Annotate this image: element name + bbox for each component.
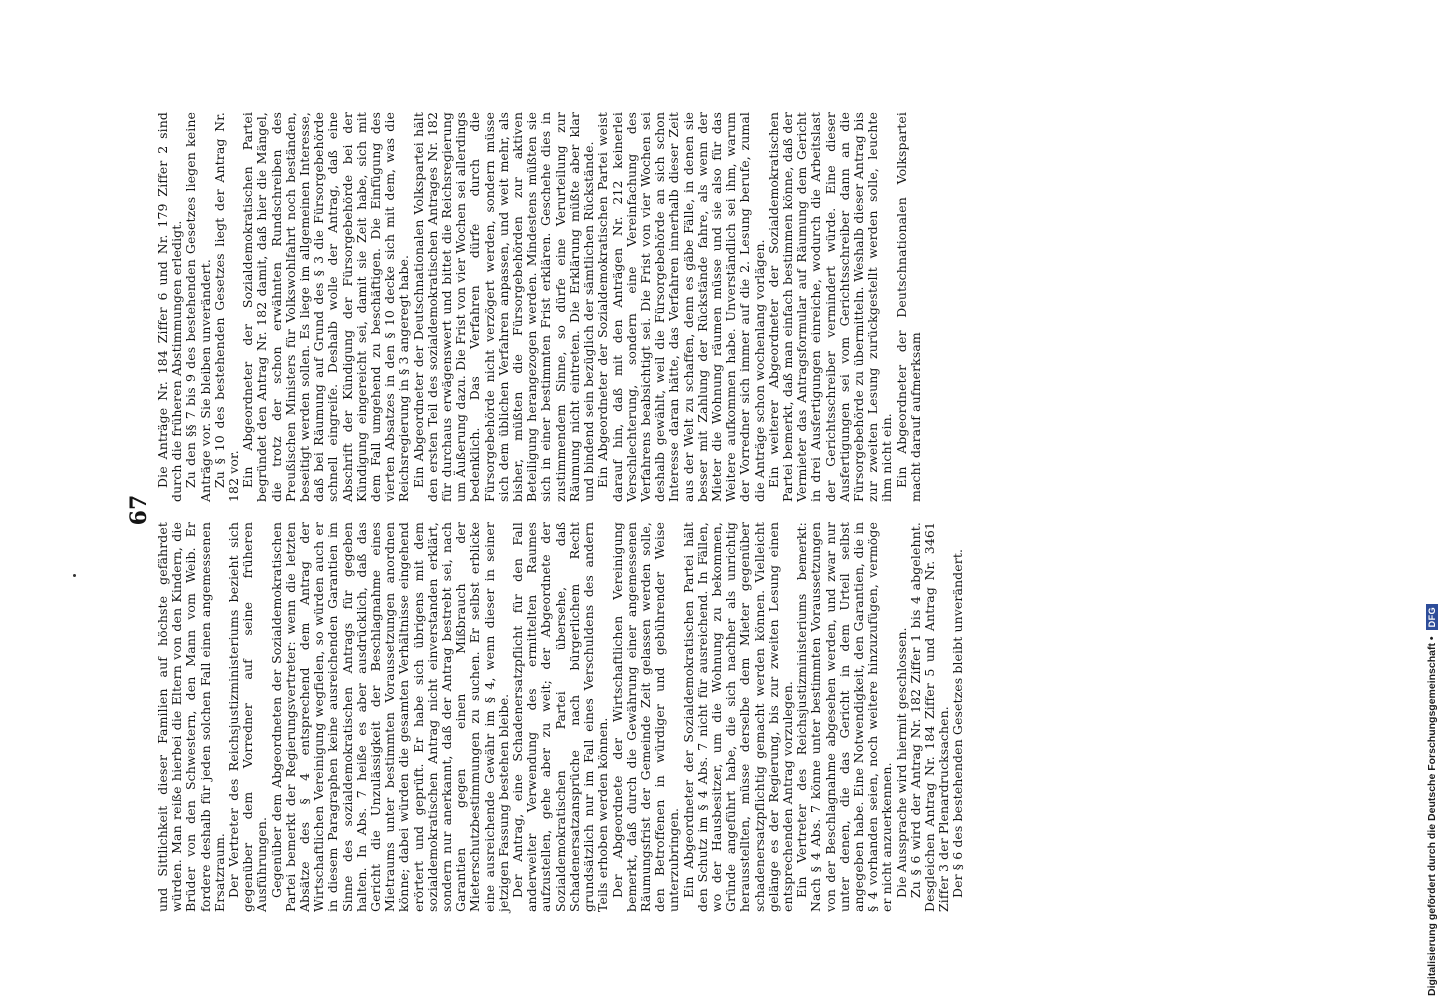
paragraph: und Sittlichkeit dieser Familien auf höchste gefährdet würden. Man reiße hierbei die Eltern von den Kindern, die Brüder von den Schwestern, den Mann vom Weib. Er fordere deshalb für jeden solchen Fall einen angemessenen Ersatzraum. <box>155 522 227 912</box>
paragraph: Ein Vertreter des Reichsjustizministeriums bemerkt: Nach § 4 Abs. 7 könne unter bestimmten Voraussetzungen von der Beschlagnahme abgesehen werden, und zwar nur unter denen, die das Gericht in dem Urteil selbst angegeben habe. Eine Notwendigkeit, den Garantien, die in § 4 vorhanden seien, noch weitere hinzuzufügen, vermöge er nicht anzuerkennen. <box>794 522 895 912</box>
paragraph: Ein Abgeordneter der Deutschnationalen Volkspartei macht darauf aufmerksam <box>893 112 923 502</box>
dfg-logo: DFG <box>1426 604 1438 631</box>
paragraph: Der Antrag, eine Schadenersatzpflicht für den Fall anderweiter Verwendung des ermittelten Raumes aufzustellen, gehe aber zu weit; der Abgeordnete der Sozialdemokratischen Partei übersehe, daß Schadenersatzansprüche nach bürgerlichem Recht grundsätzlich nur im Fall eines Verschuldens des andern Teils erhoben werden können. <box>510 522 611 912</box>
paragraph: Der § 6 des bestehenden Gesetzes bleibt unverändert. <box>950 548 966 898</box>
paragraph: Die Aussprache wird hiermit geschlossen. <box>893 627 909 898</box>
paragraph: Ein Abgeordneter der Deutschnationalen Volkspartei hält den ersten Teil des sozialdemokratischen Antrages Nr. 182 für durchaus erwägenswert und bittet die Reichsregierung um Äußerung dazu. Die Frist von vier Wochen sei allerdings bedenklich. Das Verfahren dürfe durch die Fürsorgebehörde nicht verzögert werden, sondern müsse sich dem üblichen Verfahren anpassen, und weit mehr, als bisher, müßten die Fürsorgebehörden zur aktiven Beteiligung herangezogen werden. Mindestens müßten sie sich in einer bestimmten Frist erklären. Geschehe dies in zustimmendem Sinne, so dürfe eine Verurteilung zur Räumung nicht eintreten. Die Erklärung müßte aber klar und bindend sein bezüglich der sämtlichen Rückstände. <box>410 112 597 502</box>
paragraph: Gegenüber dem Abgeordneten der Sozialdemokratischen Partei bemerkt der Regierungsvertreter: wenn die letzten Absätze des § 4 entsprechend dem Antrag der Wirtschaftlichen Vereinigung wegfielen, so würden auch er in diesem Paragraphen keine ausreichenden Garantien im Sinne des sozialdemokratischen Antrags für gegeben halten. In Abs. 7 heiße es aber ausdrücklich, daß das Gericht die Unzulässigkeit der Beschlagnahme eines Mietraums unter bestimmten Voraussetzungen anordnen könne; dabei würden die gesamten Verhältnisse eingehend erörtert und geprüft. Er habe sich übrigens mit dem sozialdemokratischen Antrag nicht einverstanden erklärt, sondern nur anerkannt, daß der Antrag bestrebt sei, nach Garantien gegen einen Mißbrauch der Mieterschutzbestimmungen zu suchen. Er selbst erblicke eine ausreichende Gewähr im § 4, wenn dieser in seiner jetzigen Fassung bestehen bleibe. <box>268 522 511 912</box>
paragraph: Ein weiterer Abgeordneter der Sozialdemokratischen Partei bemerkt, daß man einfach bestimmen könne, daß der Vermieter das Antragsformular auf Räumung dem Gericht in drei Ausfertigungen einreiche, wodurch die Arbeitslast der Gerichtsschreiber vermindert würde. Eine dieser Ausfertigungen sei vom Gerichtsschreiber dann an die Fürsorgebehörde zu übermitteln. Weshalb dieser Antrag bis zur zweiten Lesung zurückgestellt werden solle, leuchte ihm nicht ein. <box>765 112 895 502</box>
text-column-right <box>156 112 936 502</box>
paragraph: Ein Abgeordneter der Sozialdemokratischen Partei begründet den Antrag Nr. 182 damit, daß hier die Mängel, die trotz der schon erwähnten Rundschreiben des Preußischen Ministers für Volkswohlfahrt noch beständen, beseitigt werden sollen. Es liege im allgemeinen Interesse, daß bei Räumung auf Grund des § 3 die Fürsorgebehörde schnell eingreife. Deshalb wolle der Antrag, daß eine Abschrift der Kündigung der Fürsorgebehörde bei der Kündigung eingereicht sei, damit sie Zeit habe, sich mit dem Fall umgehend zu beschäftigen. Die Einfügung des vierten Absatzes in den § 10 decke sich mit dem, was die Reichsregierung in § 3 angeregt habe. <box>240 112 412 502</box>
paragraph: Zu den §§ 7 bis 9 des bestehenden Gesetzes liegen keine Anträge vor. Sie bleiben unverändert. <box>183 112 213 502</box>
paragraph: Zu § 6 wird der Antrag Nr. 182 Ziffer 1 bis 4 abgelehnt. Desgleichen Antrag Nr. 184 Ziffer 5 und Antrag Nr. 3461 Ziffer 3 der Plenardrucksachen. <box>907 522 952 912</box>
rotated-document-page <box>120 100 1300 920</box>
page-number: 67 <box>126 494 152 526</box>
paragraph: Zu § 10 des bestehenden Gesetzes liegt der Antrag Nr. 182 vor. <box>211 112 242 502</box>
text-column-left <box>155 522 966 912</box>
scan-speck <box>73 574 76 577</box>
paragraph: Ein Abgeordneter der Sozialdemokratischen Partei hält den Schutz im § 4 Abs. 7 nicht für ausreichend. In Fällen, wo der Hausbesitzer, um die Wohnung zu bekommen, Gründe angeführt habe, die sich nachher als unrichtig herausstellten, müsse derselbe dem Mieter gegenüber schadenersatzpflichtig gemacht werden können. Vielleicht gelänge es der Regierung, bis zur zweiten Lesung einen entsprechenden Antrag vorzulegen. <box>680 522 795 912</box>
digitization-notice-text: Digitalisierung gefördert durch die Deutsche Forschungsgemeinschaft • <box>1426 636 1438 996</box>
paragraph: Der Vertreter des Reichsjustizministeriums bezieht sich gegenüber dem Vorredner auf seine früheren Ausführungen. <box>226 522 270 912</box>
paragraph: Der Abgeordnete der Wirtschaftlichen Vereinigung bemerkt, daß durch die Gewährung einer angemessenen Räumungsfrist der Gemeinde Zeit gelassen werden solle, den Betroffenen in würdiger und gebührender Weise unterzubringen. <box>609 522 682 912</box>
paragraph: Die Anträge Nr. 184 Ziffer 6 und Nr. 179 Ziffer 2 sind durch die früheren Abstimmungen erledigt. <box>155 112 185 502</box>
digitization-notice <box>1426 604 1438 996</box>
paragraph: Ein Abgeordneter der Sozialdemokratischen Partei weist darauf hin, daß mit den Anträgen Nr. 212 keinerlei Verschlechterung, sondern eine Vereinfachung des Verfahrens beabsichtigt sei. Die Frist von vier Wochen sei deshalb gewählt, weil die Fürsorgebehörde an sich schon Interesse daran hätte, das Verfahren innerhalb dieser Zeit aus der Welt zu schaffen, denn es gäbe Fälle, in denen sie besser mit Zahlung der Rückstände fahre, als wenn der Mieter die Wohnung räumen müsse und sie also für das Weitere aufkommen habe. Unverständlich sei ihm, warum der Vorredner sich immer auf die 2. Lesung berufe, zumal die Anträge schon wochenlang vorlägen. <box>595 112 767 502</box>
